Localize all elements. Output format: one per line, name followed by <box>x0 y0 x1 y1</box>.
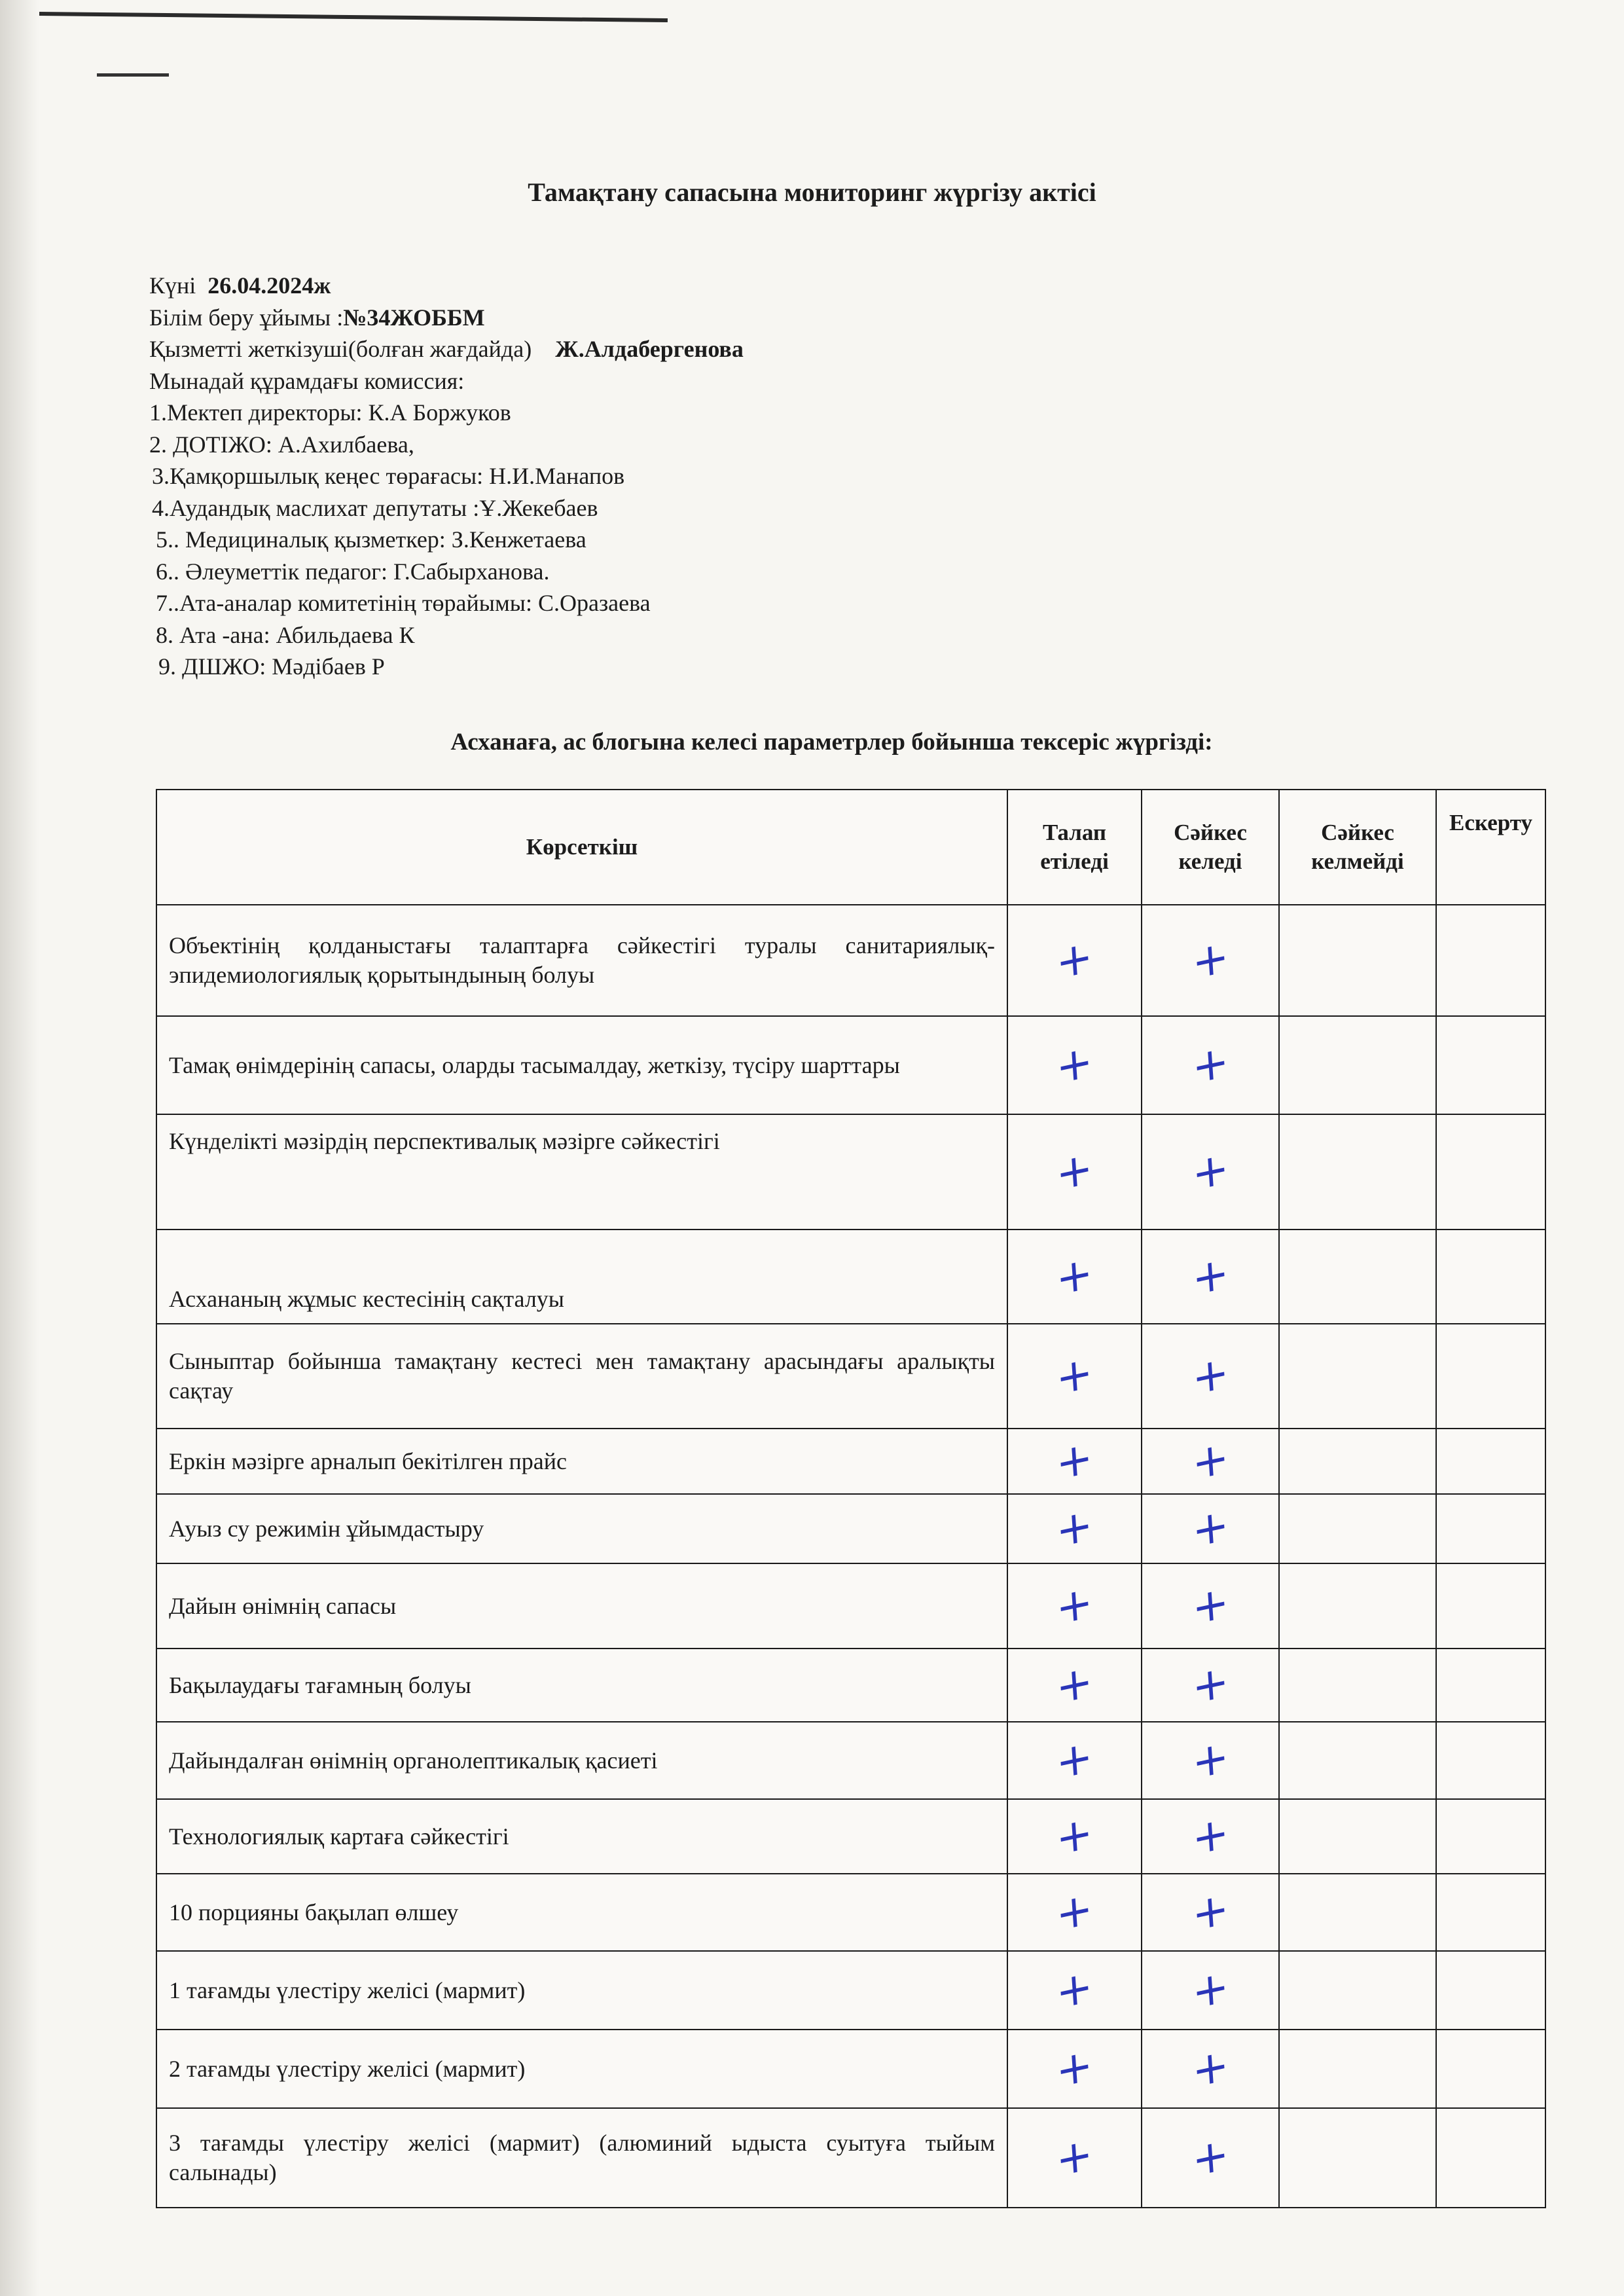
plus-mark: + <box>1054 1034 1095 1095</box>
table-row <box>156 1874 1545 1951</box>
required-mark <box>1007 2030 1142 2108</box>
required-mark <box>1007 1799 1142 1874</box>
plus-mark: + <box>1190 1882 1231 1942</box>
organization-label: Білім беру ұйымы : <box>149 304 344 331</box>
header-compliant: Сәйкес келеді <box>1142 790 1279 905</box>
indicator-cell: Дайын өнімнің сапасы <box>156 1563 1007 1649</box>
table-row <box>156 1649 1545 1722</box>
plus-mark: + <box>1190 930 1231 991</box>
compliant-mark <box>1142 1230 1279 1324</box>
noncompliant-cell <box>1279 1874 1436 1951</box>
plus-mark: + <box>1190 1345 1231 1406</box>
compliant-mark <box>1142 2030 1279 2108</box>
noncompliant-cell <box>1279 1114 1436 1230</box>
plus-mark: + <box>1054 1498 1095 1559</box>
plus-mark: + <box>1054 1882 1095 1942</box>
required-mark <box>1007 1874 1142 1951</box>
compliant-mark <box>1142 1114 1279 1230</box>
commission-member: 3.Қамқоршылық кеңес төрағасы: Н.И.Манапов <box>152 463 625 489</box>
note-cell <box>1436 1114 1545 1230</box>
plus-mark: + <box>1190 2038 1231 2099</box>
indicator-cell: 1 тағамды үлестіру желісі (мармит) <box>156 1951 1007 2030</box>
required-mark <box>1007 2108 1142 2208</box>
supplier-line <box>149 333 744 365</box>
note-cell <box>1436 1429 1545 1494</box>
indicator-cell: Сыныптар бойынша тамақтану кестесі мен тамақтану арасындағы аралықты сақтау <box>156 1324 1007 1429</box>
noncompliant-cell <box>1279 905 1436 1016</box>
note-cell <box>1436 1722 1545 1799</box>
commission-label: Мынадай құрамдағы комиссия: <box>149 367 465 394</box>
noncompliant-cell <box>1279 2108 1436 2208</box>
commission-member: 6.. Әлеуметтік педагог: Г.Сабырханова. <box>156 558 550 585</box>
plus-mark: + <box>1190 1806 1231 1867</box>
compliant-mark <box>1142 905 1279 1016</box>
noncompliant-cell <box>1279 2030 1436 2108</box>
table-row <box>156 2030 1545 2108</box>
note-cell <box>1436 2030 1545 2108</box>
noncompliant-cell <box>1279 1649 1436 1722</box>
plus-mark: + <box>1054 1654 1095 1715</box>
date-label: Күні <box>149 272 196 299</box>
compliant-mark <box>1142 1649 1279 1722</box>
required-mark <box>1007 1016 1142 1114</box>
organization-line <box>149 302 744 334</box>
noncompliant-cell <box>1279 1494 1436 1563</box>
supplier-label: Қызметті жеткізуші(болған жағдайда) <box>149 336 532 362</box>
table-row <box>156 1494 1545 1563</box>
stray-pen-mark <box>97 73 169 77</box>
compliant-mark <box>1142 1874 1279 1951</box>
indicator-cell: Асхананың жұмыс кестесінің сақталуы <box>156 1230 1007 1324</box>
required-mark <box>1007 1951 1142 2030</box>
note-cell <box>1436 1799 1545 1874</box>
note-cell <box>1436 1494 1545 1563</box>
compliant-mark <box>1142 2108 1279 2208</box>
plus-mark: + <box>1190 2127 1231 2188</box>
plus-mark: + <box>1054 1345 1095 1406</box>
plus-mark: + <box>1190 1034 1231 1095</box>
indicator-cell: 10 порцияны бақылап өлшеу <box>156 1874 1007 1951</box>
required-mark <box>1007 1494 1142 1563</box>
plus-mark: + <box>1054 1141 1095 1202</box>
page-edge-shadow <box>0 0 39 2296</box>
required-mark <box>1007 1429 1142 1494</box>
compliant-mark <box>1142 1951 1279 2030</box>
compliant-mark <box>1142 1429 1279 1494</box>
plus-mark: + <box>1054 1959 1095 2020</box>
plus-mark: + <box>1190 1959 1231 2020</box>
commission-member: 9. ДШЖО: Мәдібаев Р <box>158 653 385 680</box>
table-row <box>156 1016 1545 1114</box>
supplier-value: Ж.Алдабергенова <box>555 336 744 362</box>
plus-mark: + <box>1054 2127 1095 2188</box>
plus-mark: + <box>1054 2038 1095 2099</box>
noncompliant-cell <box>1279 1016 1436 1114</box>
plus-mark: + <box>1190 1141 1231 1202</box>
compliant-mark <box>1142 1799 1279 1874</box>
scan-top-edge <box>39 12 668 22</box>
required-mark <box>1007 1230 1142 1324</box>
noncompliant-cell <box>1279 1429 1436 1494</box>
plus-mark: + <box>1054 1806 1095 1867</box>
commission-member: 4.Аудандық маслихат депутаты :Ұ.Жекебаев <box>152 494 598 521</box>
header-note: Ескерту <box>1436 790 1545 905</box>
document-title: Тамақтану сапасына мониторинг жүргізу актісі <box>528 177 1096 207</box>
required-mark <box>1007 1649 1142 1722</box>
noncompliant-cell <box>1279 1230 1436 1324</box>
note-cell <box>1436 1649 1545 1722</box>
indicator-cell: Күнделікті мәзірдің перспективалық мәзірге сәйкестігі <box>156 1114 1007 1230</box>
indicator-cell: 2 тағамды үлестіру желісі (мармит) <box>156 2030 1007 2108</box>
table-row <box>156 2108 1545 2208</box>
compliant-mark <box>1142 1563 1279 1649</box>
compliant-mark <box>1142 1324 1279 1429</box>
note-cell <box>1436 1951 1545 2030</box>
table-row <box>156 1429 1545 1494</box>
plus-mark: + <box>1054 930 1095 991</box>
table-row <box>156 1324 1545 1429</box>
indicator-cell: Объектінің қолданыстағы талаптарға сәйкестігі туралы санитариялық-эпидемиологиялық қорытындының болуы <box>156 905 1007 1016</box>
noncompliant-cell <box>1279 1722 1436 1799</box>
commission-member: 2. ДОТІЖО: А.Ахилбаева, <box>149 431 414 458</box>
note-cell <box>1436 1016 1545 1114</box>
table-row <box>156 1230 1545 1324</box>
plus-mark: + <box>1054 1730 1095 1791</box>
required-mark <box>1007 1722 1142 1799</box>
noncompliant-cell <box>1279 1563 1436 1649</box>
table-row <box>156 1799 1545 1874</box>
date-value: 26.04.2024ж <box>208 272 331 299</box>
inspection-table <box>156 789 1546 2208</box>
indicator-cell: Бақылаудағы тағамның болуы <box>156 1649 1007 1722</box>
table-row <box>156 1722 1545 1799</box>
note-cell <box>1436 1563 1545 1649</box>
table-title: Асханаға, ас блогына келесі параметрлер бойынша тексеріс жүргізді: <box>450 729 1213 756</box>
table-row <box>156 1563 1545 1649</box>
note-cell <box>1436 1324 1545 1429</box>
table-row <box>156 1114 1545 1230</box>
commission-member: 7..Ата-аналар комитетінің төрайымы: С.Оразаева <box>156 590 651 616</box>
compliant-mark <box>1142 1494 1279 1563</box>
required-mark <box>1007 905 1142 1016</box>
note-cell <box>1436 2108 1545 2208</box>
required-mark <box>1007 1114 1142 1230</box>
note-cell <box>1436 1874 1545 1951</box>
header-indicator: Көрсеткіш <box>156 790 1007 905</box>
plus-mark: + <box>1190 1730 1231 1791</box>
noncompliant-cell <box>1279 1799 1436 1874</box>
note-cell <box>1436 1230 1545 1324</box>
plus-mark: + <box>1054 1246 1095 1307</box>
noncompliant-cell <box>1279 1951 1436 2030</box>
organization-value: №34ЖОББМ <box>343 304 485 331</box>
indicator-cell: 3 тағамды үлестіру желісі (мармит) (алюминий ыдыста суытуға тыйым салынады) <box>156 2108 1007 2208</box>
noncompliant-cell <box>1279 1324 1436 1429</box>
plus-mark: + <box>1054 1575 1095 1636</box>
table-header-row <box>156 790 1545 905</box>
indicator-cell: Технологиялық картаға сәйкестігі <box>156 1799 1007 1874</box>
plus-mark: + <box>1190 1498 1231 1559</box>
table-row <box>156 905 1545 1016</box>
plus-mark: + <box>1190 1246 1231 1307</box>
indicator-cell: Тамақ өнімдерінің сапасы, оларды тасымалдау, жеткізу, түсіру шарттары <box>156 1016 1007 1114</box>
compliant-mark <box>1142 1722 1279 1799</box>
compliant-mark <box>1142 1016 1279 1114</box>
info-block <box>149 270 744 683</box>
required-mark <box>1007 1563 1142 1649</box>
commission-member: 1.Мектеп директоры: К.А Боржуков <box>149 399 511 426</box>
header-noncompliant: Сәйкес келмейді <box>1279 790 1436 905</box>
date-line <box>149 270 744 302</box>
required-mark <box>1007 1324 1142 1429</box>
commission-member: 8. Ата -ана: Абильдаева К <box>156 621 415 648</box>
plus-mark: + <box>1190 1654 1231 1715</box>
plus-mark: + <box>1190 1430 1231 1491</box>
plus-mark: + <box>1054 1430 1095 1491</box>
indicator-cell: Еркін мәзірге арналып бекітілген прайс <box>156 1429 1007 1494</box>
plus-mark: + <box>1190 1575 1231 1636</box>
note-cell <box>1436 905 1545 1016</box>
table-row <box>156 1951 1545 2030</box>
indicator-cell: Дайындалған өнімнің органолептикалық қасиеті <box>156 1722 1007 1799</box>
indicator-cell: Ауыз су режимін ұйымдастыру <box>156 1494 1007 1563</box>
header-required: Талап етіледі <box>1007 790 1142 905</box>
commission-member: 5.. Медициналық қызметкер: З.Кенжетаева <box>156 526 586 553</box>
